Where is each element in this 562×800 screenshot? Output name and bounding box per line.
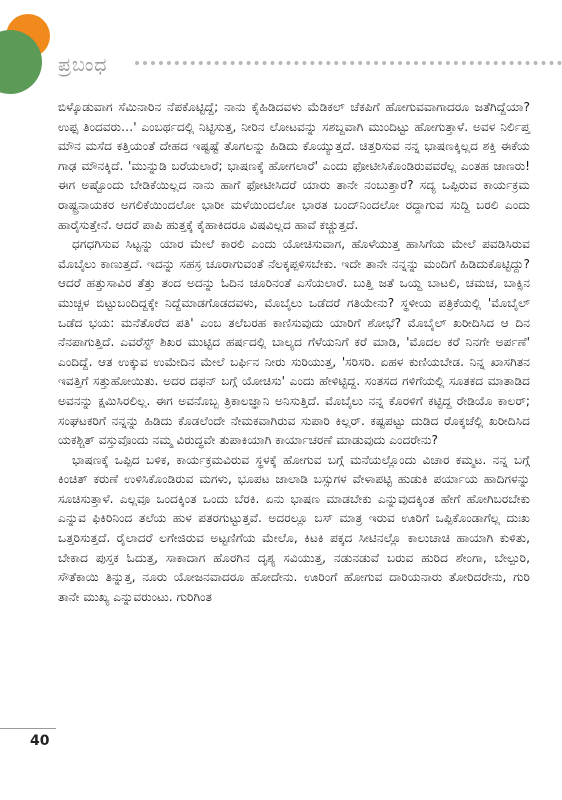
page-number-rule bbox=[0, 728, 56, 729]
dotted-rule bbox=[135, 61, 562, 65]
paragraph: ಭಾಷಣಕ್ಕೆ ಒಪ್ಪಿದ ಬಳಿಕ, ಕಾರ್ಯಕ್ರಮವಿರುವ ಸ್ಥಳಕ್ಕೆ ಹೋಗುವ ಬಗ್ಗೆ ಮನೆಯಲ್ಲೊಂದು ವಿಚಾರ ಕಮ್ಮಟ. ನನ್ನ ಬಗ್ಗೆ ಕಿಂಚಿತ್ ಕರುಣೆ ಉಳಿಸಿಕೊಂಡಿರುವ ಮಗಳು, ಭೂಪಟ ಜಾಲಾಡಿ ಬಸ್ಸುಗಳ ವೇಳಾಪಟ್ಟಿ ಹುಡುಕಿ ಪರ್ಯಾಯ ಹಾದಿಗಳನ್ನು ಸೂಚಿಸುತ್ತಾಳೆ. ಎಲ್ಲವೂ ಒಂದಕ್ಕಿಂತ ಒಂದು ಬೆರಕಿ. ಏನು ಭಾಷಣ ಮಾಡಬೇಕು ಎನ್ನುವುದಕ್ಕಿಂತ ಹೇಗೆ ಹೋಗಿಬರಬೇಕು ಎನ್ನುವ ಫಿಕಿರಿನಿಂದ ತಲೆಯ ಹುಳ ಪತರಗುಟ್ಟುತ್ತವೆ. ಅದರಲ್ಲೂ ಬಸ್ ಮಾತ್ರ ಇರುವ ಊರಿಗೆ ಒಪ್ಪಿಕೊಂಡಾಗೆಲ್ಲ ದುಃಖ ಒತ್ತರಿಸುತ್ತದೆ. ರೈಲಾದರೆ ಲಗೇಜಿರುವ ಅಟ್ಟಣಿಗೆಯ ಮೇಲೊ, ಕಿಟಕಿ ಪಕ್ಕದ ಸೀಟಿನಲ್ಲೊ ಕಾಲುಚಾಚಿ ಹಾಯಾಗಿ ಕುಳಿತು, ಬೇಕಾದ ಪುಸ್ತಕ ಓದುತ್ತ, ಸಾಕಾದಾಗ ಹೊರಗಿನ ದೃಶ್ಯ ಸವಿಯುತ್ತ, ನಡುನಡುವೆ ಬರುವ ಹುರಿದ ಶೇಂಗಾ, ಬೇಲ್ಪುರಿ, ಸೌತೆಕಾಯಿ ತಿನ್ನುತ್ತ, ನೂರು ಯೋಜನವಾದರೂ ಹೋದೇನು. ಊರಿಂಗೆ ಹೋಗುವ ದಾರಿಯನಾರು ತೋರಿದರೇನು, ಗುರಿ ತಾನೇ ಮುಖ್ಯ ಎನ್ನುವರುಂಟು. ಗುರಿಗಿಂತ bbox=[58, 452, 530, 604]
section-title: ಪ್ರಬಂಧ bbox=[58, 54, 108, 76]
page-number: 40 bbox=[30, 733, 50, 749]
article-body bbox=[58, 98, 530, 607]
paragraph: ಬಿಳ್ಕೊಡುವಾಗ ಸೆಮಿನಾರಿನ ನೆಪಕೊಟ್ಟಿದ್ದೆ; ನಾನು ಕೈಹಿಡಿದವಳು ಮೆಡಿಕಲ್ ಚೆಕಪಿಗೆ ಹೋಗುವವಾಗಾದರೂ ಜತೆಗಿದ್ದೆಯಾ? ಉಫ್ಸ ತಿಂದವರು…' ಎಂಬರ್ಥದಲ್ಲಿ ನಿಟ್ಟಿಸುತ್ತ, ನೀರಿನ ಲೋಟವನ್ನು ಸಶಬ್ದವಾಗಿ ಮುಂದಿಟ್ಟು ಹೋಗುತ್ತಾಳೆ. ಅವಳ ನಿರ್ಲಿಪ್ತ ಮೌನ ಮಸೆದ ಕತ್ತಿಯಂತೆ ದೇಹದ ಇಷ್ಟಷ್ಟೆ ತೊಗಲನ್ನು ಹಿಡಿದು ಕೊಯ್ಯುತ್ತದೆ. ಚಿತ್ತರಿಸುವ ನನ್ನ ಭಾಷಣಕ್ಕಿಲ್ಲದ ಶಕ್ತಿ ಈಕೆಯ ಗಾಢ ಮೌನಕ್ಕಿದೆ. 'ಮುನ್ನುಡಿ ಬರೆಯಲಾರೆ; ಭಾಷಣಕ್ಕೆ ಹೋಗಲಾರೆ' ಎಂದು ಫೋಟೀಸಿಕೊಂಡಿರುವವರೆಲ್ಲ ಎಂತಹ ಜಾಣರು! ಈಗ ಅಷ್ಟೊಂದು ಬೇಡಿಕೆಯಿಲ್ಲದ ನಾನು ಹಾಗೆ ಫೋಟೀಸಿದರೆ ಯಾರು ತಾನೇ ನಂಬುತ್ತಾರೆ? ಸದ್ಯ ಒಪ್ಪಿರುವ ಕಾರ್ಯಕ್ರಮ ರಾಷ್ಟ್ರನಾಯಕರ ಅಗಲಿಕೆಯಿಂದಲೋ ಭಾರೀ ಮಳೆಯಿಂದಲೋ ಭಾರತ ಬಂದ್‌ನಿಂದಲೋ ರದ್ದಾಗುವ ಸುದ್ದಿ ಬರಲಿ ಎಂದು ಹಾರೈಸುತ್ತೇನೆ. ಆದರೆ ಪಾಪಿ ಹುತ್ತಕ್ಕೆ ಕೈಹಾಕಿದರೂ ವಿಷವಿಲ್ಲದ ಹಾವೆ ಕಚ್ಚುತ್ತದೆ. bbox=[58, 100, 530, 232]
paragraph: ಧಗಧಗಿಸುವ ಸಿಟ್ಟನ್ನು ಯಾರ ಮೇಲೆ ಕಾರಲಿ ಎಂದು ಯೋಚಿಸುವಾಗ, ಹೊಳೆಯುತ್ತ ಹಾಸಿಗೆಯ ಮೇಲೆ ಪವಡಿಸಿರುವ ಮೊಬೈಲು ಕಾಣುತ್ತದೆ. ಇದನ್ನು ಸಹಸ್ರ ಚೂರಾಗುವಂತೆ ನೆಲಕ್ಕಪ್ಪಳಿಸಬೇಕು. ಇದೇ ತಾನೇ ನನ್ನನ್ನು ಮಂದಿಗೆ ಹಿಡಿದುಕೊಟ್ಟಿದ್ದು? ಆದರೆ ಹತ್ತುಸಾವಿರ ತೆತ್ತು ತಂದ ಅದನ್ನು ಓದಿನ ಚೂರಿನಂತೆ ಎಸೆಯಲಾರೆ. ಬುತ್ತಿ ಜತೆ ಒಯ್ದ ಬಾಟಲಿ, ಚಮಚ, ಬಾಕ್ಸಿನ ಮುಚ್ಚಳ ಬಿಟ್ಟುಬಂದಿದ್ದಕ್ಕೇ ನಿದ್ದೆಮಾಡಗೊಡದವಳು, ಮೊಬೈಲು ಒಡೆದರೆ ಗತಿಯೇನು? ಸ್ಥಳೀಯ ಪತ್ರಿಕೆಯಲ್ಲಿ 'ಮೊಬೈಲ್ ಒಡೆದ ಭಯ: ಮನೆತೊರೆದ ಪತಿ' ಎಂಬ ತಲೆಬರಹ ಕಾಣಿಸುವುದು ಯಾರಿಗೆ ಶೋಭೆ? ಮೊಬೈಲ್ ಖರೀದಿಸಿದ ಆ ದಿನ ನೆನಪಾಗುತ್ತಿದೆ. ಎವರೆಸ್ಟ್ ಶಿಖರ ಮುಟ್ಟಿದ ಹರ್ಷದಲ್ಲಿ ಬಾಲ್ಯದ ಗೆಳೆಯನಿಗೆ ಕರೆ ಮಾಡಿ, 'ಮೊದಲ ಕರೆ ನಿನಗೇ ಅರ್ಪಣೆ' ಎಂದಿದ್ದೆ. ಆತ ಉಕ್ಕುವ ಉಮೇದಿನ ಮೇಲೆ ಬರ್ಫಿನ ನೀರು ಸುರಿಯುತ್ತ, 'ಸರಿಸರಿ. ಏಹಳ ಕುಣಿಯಬೇಡ. ನಿನ್ನ ಖಾಸಗಿತನ ಇವತ್ತಿಗೆ ಸತ್ತುಹೋಯಿತು. ಅದರ ದಫನ್ ಬಗ್ಗೆ ಯೋಚಿಸು' ಎಂದು ಹೇಳಿಟ್ಟಿದ್ದ. ಸಂತಸದ ಗಳಿಗೆಯಲ್ಲಿ ಸೂತಕದ ಮಾತಾಡಿದ ಅವನನ್ನು ಕ್ಷಮಿಸಿರಲಿಲ್ಲ. ಈಗ ಅವನೊಬ್ಬ ತ್ರಿಕಾಲಜ್ಞಾನಿ ಅನಿಸುತ್ತಿದೆ. ಮೊಬೈಲು ನನ್ನ ಕೊರಳಿಗೆ ಕಟ್ಟಿದ್ದ ರೇಡಿಯೊ ಕಾಲರ್; ಸಂಘಟಕರಿಗೆ ನನ್ನನ್ನು ಹಿಡಿದು ಕೊಡಲೆಂದೇ ನೇಮಕವಾಗಿರುವ ಸುಪಾರಿ ಕಿಲ್ಲರ್. ಕಷ್ಟಪಟ್ಟು ದುಡಿದ ರೊಕ್ಕಚೆಲ್ಲಿ ಖರೀದಿಸಿದ ಯಕಶ್ಚಿತ್ ವಸ್ತುವೊಂದು ನಮ್ಮ ವಿರುದ್ಧವೇ ತುಪಾಕಿಯಾಗಿ ಕಾರ್ಯಾಚರಣೆ ಮಾಡುವುದು ಎಂದರೇನು? bbox=[58, 237, 530, 448]
